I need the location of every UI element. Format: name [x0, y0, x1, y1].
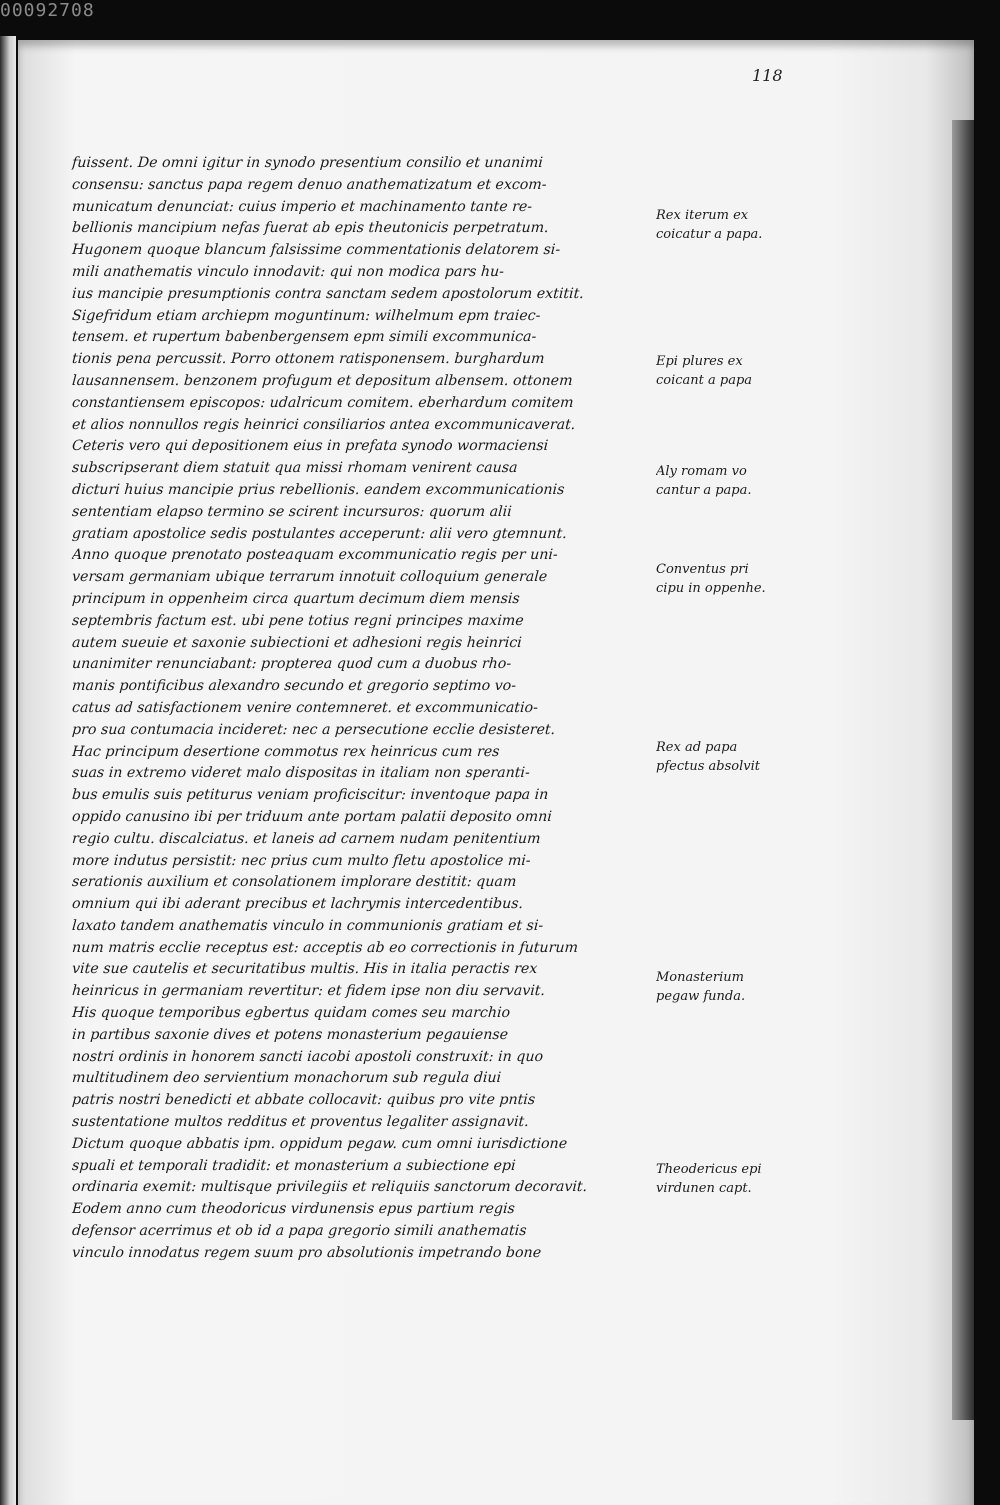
- text-line: autem sueuie et saxonie subiectioni et adhesioni regis heinrici: [71, 634, 523, 651]
- text-line: tionis pena percussit. Porro ottonem ratisponensem. burghardum: [71, 351, 546, 368]
- text-line: versam germaniam ubique terrarum innotuit colloquium generale: [71, 569, 548, 586]
- marginal-note-line: Rex iterum ex: [656, 208, 749, 223]
- text-line: catus ad satisfactionem venire contemneret. et excommunicatio-: [71, 699, 539, 716]
- text-line: Hugonem quoque blancum falsissime commentationis delatorem si-: [71, 242, 561, 259]
- text-line: patris nostri benedicti et abbate collocavit: quibus pro vite pntis: [71, 1092, 536, 1109]
- text-line: consensu: sanctus papa regem denuo anathematizatum et excom-: [71, 176, 548, 193]
- marginal-note: [656, 206, 794, 244]
- text-line: Ceteris vero qui depositionem eius in prefata synodo wormaciensi: [71, 438, 549, 455]
- text-line: tensem. et rupertum babenbergensem epm simili excommunica-: [71, 329, 537, 346]
- text-line: oppido canusino ibi per triduum ante portam palatii deposito omni: [71, 808, 553, 825]
- text-line: septembris factum est. ubi pene totius regni principes maxime: [71, 612, 525, 629]
- text-line: Anno quoque prenotato posteaquam excommunicatio regis per uni-: [71, 547, 559, 564]
- text-line: manis pontificibus alexandro secundo et gregorio septimo vo-: [71, 678, 517, 695]
- text-line: heinricus in germaniam revertitur: et fidem ipse non diu servavit.: [71, 983, 546, 1000]
- text-line: lausannensem. benzonem profugum et depositum albensem. ottonem: [71, 372, 574, 389]
- text-line: spuali et temporali tradidit: et monasterium a subiectione epi: [71, 1157, 517, 1174]
- marginal-note-line: Theodericus epi: [656, 1162, 762, 1177]
- text-line: sententiam elapso termino se scirent incursuros: quorum alii: [71, 503, 513, 520]
- marginal-note: [656, 968, 794, 1006]
- marginal-note: [656, 738, 794, 776]
- text-line: laxato tandem anathematis vinculo in communionis gratiam et si-: [71, 917, 544, 934]
- text-line: unanimiter renunciabant: propterea quod cum a duobus rho-: [71, 656, 512, 673]
- marginal-note-line: coicant a papa: [656, 373, 753, 388]
- marginal-note-line: Rex ad papa: [656, 740, 738, 755]
- marginal-note-line: Conventus pri: [656, 562, 749, 577]
- text-line: multitudinem deo servientium monachorum sub regula diui: [71, 1070, 502, 1087]
- text-line: subscripserant diem statuit qua missi rhomam venirent causa: [71, 460, 519, 477]
- folio-number: 118: [752, 66, 783, 85]
- text-line: gratiam apostolice sedis postulantes acceperunt: alii vero gtemnunt.: [71, 525, 568, 542]
- text-line: fuissent. De omni igitur in synodo presentium consilio et unanimi: [71, 155, 544, 171]
- marginal-note-line: Monasterium: [656, 970, 744, 985]
- text-line: His quoque temporibus egbertus quidam comes seu marchio: [71, 1005, 511, 1022]
- marginal-note-line: cipu in oppenhe.: [656, 581, 766, 596]
- marginal-note-line: coicatur a papa.: [656, 227, 763, 242]
- text-line: vite sue cautelis et securitatibus multis. His in italia peractis rex: [71, 961, 538, 978]
- text-line: num matris ecclie receptus est: acceptis ab eo correctionis in futurum: [71, 939, 579, 956]
- text-line: et alios nonnullos regis heinrici consiliarios antea excommunicaverat.: [71, 416, 576, 433]
- text-line: Sigefridum etiam archiepm moguntinum: wilhelmum epm traiec-: [71, 307, 541, 324]
- text-line: nostri ordinis in honorem sancti iacobi apostoli construxit: in quo: [71, 1048, 544, 1065]
- text-line: bellionis mancipium nefas fuerat ab epis theutonicis perpetratum.: [71, 220, 550, 237]
- text-line: sustentatione multos redditus et proventus legaliter assignavit.: [71, 1114, 530, 1131]
- text-line: Dictum quoque abbatis ipm. oppidum pegaw. cum omni iurisdictione: [71, 1135, 568, 1152]
- text-line: ius mancipie presumptionis contra sanctam sedem apostolorum extitit.: [71, 285, 585, 302]
- text-line: serationis auxilium et consolationem implorare destitit: quam: [71, 874, 517, 891]
- marginal-note-line: pegaw funda.: [656, 989, 746, 1004]
- marginal-note-line: pfectus absolvit: [656, 759, 760, 774]
- marginal-note: [656, 352, 794, 390]
- text-line: in partibus saxonie dives et potens monasterium pegauiense: [71, 1026, 509, 1043]
- marginal-note: [656, 560, 794, 598]
- previous-page-edge: [0, 36, 16, 1505]
- text-line: mili anathematis vinculo innodavit: qui non modica pars hu-: [71, 263, 505, 280]
- marginal-note-line: virdunen capt.: [656, 1181, 752, 1196]
- text-line: defensor acerrimus et ob id a papa gregorio simili anathematis: [71, 1223, 528, 1240]
- text-line: constantiensem episcopos: udalricum comitem. eberhardum comitem: [71, 394, 575, 411]
- text-line: vinculo innodatus regem suum pro absolutionis impetrando bone: [71, 1244, 542, 1261]
- marginal-note: [656, 462, 794, 500]
- text-line: municatum denunciat: cuius imperio et machinamento tante re-: [71, 198, 533, 215]
- text-line: pro sua contumacia incideret: nec a persecutione ecclie desisteret.: [71, 721, 556, 738]
- page-fore-edge: [952, 120, 974, 1420]
- marginal-note-line: Aly romam vo: [656, 464, 747, 479]
- text-line: principum in oppenheim circa quartum decimum diem mensis: [71, 590, 521, 607]
- marginal-note-line: cantur a papa.: [656, 483, 752, 498]
- text-line: regio cultu. discalciatus. et laneis ad carnem nudam penitentium: [71, 830, 542, 847]
- image-id-label: 00092708: [0, 0, 95, 21]
- text-line: ordinaria exemit: multisque privilegiis et reliquiis sanctorum decoravit.: [71, 1179, 588, 1196]
- main-text-block: [72, 153, 628, 1265]
- text-line: omnium qui ibi aderant precibus et lachrymis intercedentibus.: [71, 896, 524, 913]
- text-line: suas in extremo videret malo dispositas in italiam non speranti-: [71, 765, 531, 782]
- text-line: Hac principum desertione commotus rex heinricus cum res: [71, 743, 501, 760]
- text-line: more indutus persistit: nec prius cum multo fletu apostolice mi-: [71, 852, 532, 869]
- text-line: dicturi huius mancipie prius rebellionis. eandem excommunicationis: [71, 481, 565, 498]
- text-line: bus emulis suis petiturus veniam proficiscitur: inventoque papa in: [71, 787, 549, 804]
- marginal-note-line: Epi plures ex: [656, 354, 743, 369]
- marginal-note: [656, 1160, 794, 1198]
- text-line: Eodem anno cum theodoricus virdunensis epus partium regis: [71, 1201, 516, 1218]
